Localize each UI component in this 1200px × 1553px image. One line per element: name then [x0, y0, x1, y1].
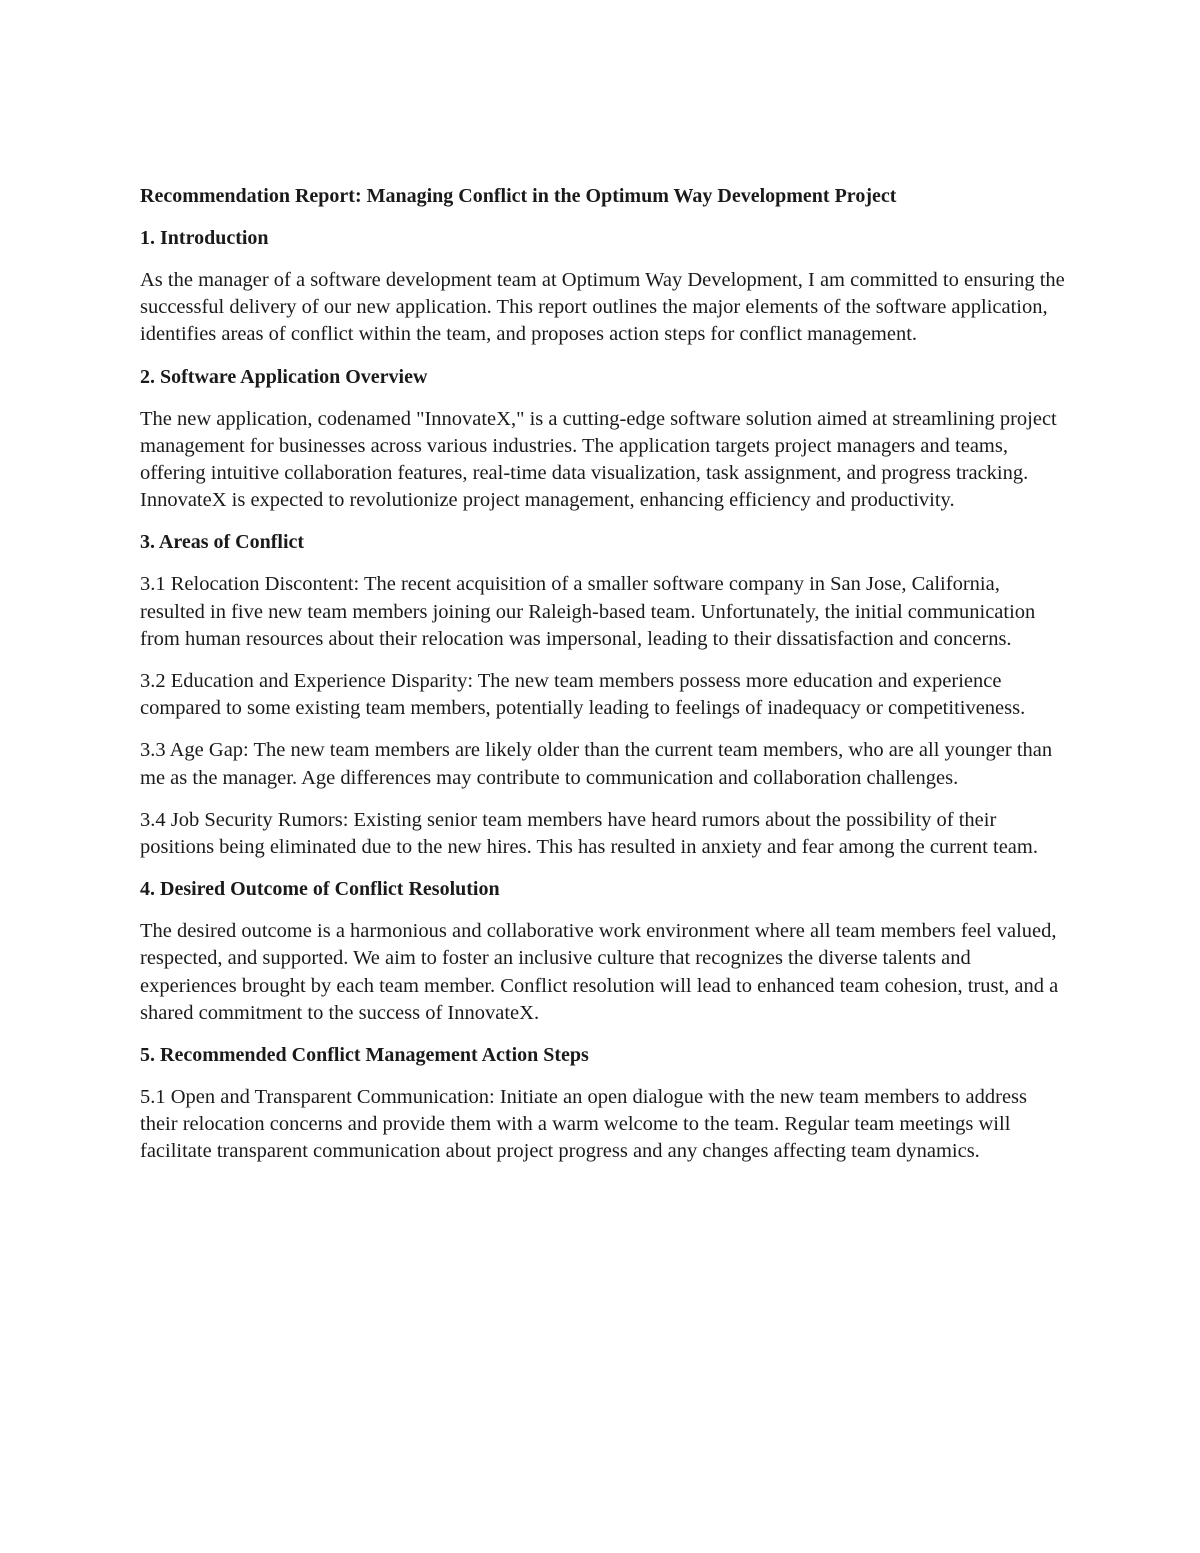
paragraph: 3.2 Education and Experience Disparity: The new team members possess more education and experience compared to some existing team members, potentially leading to feelings of inadequacy or competitiveness. — [140, 670, 1026, 720]
section-desired-outcome — [140, 876, 1065, 1027]
section-software-overview — [140, 364, 1065, 515]
paragraph: 3.1 Relocation Discontent: The recent acquisition of a smaller software company in San Jose, California, resulted in five new team members joining our Raleigh-based team. Unfortunately, the initial communication from human resources about their relocation was impersonal, leading to their dissatisfaction and concerns. — [140, 573, 1036, 650]
document-title: Recommendation Report: Managing Conflict in the Optimum Way Development Project — [140, 185, 897, 207]
section-introduction — [140, 225, 1065, 349]
paragraph: As the manager of a software development team at Optimum Way Development, I am committed to ensuring the successful delivery of our new application. This report outlines the major elements of the software application, identifies areas of conflict within the team, and proposes action steps for conflict management. — [140, 269, 1065, 346]
paragraph: 3.3 Age Gap: The new team members are likely older than the current team members, who are all younger than me as the manager. Age differences may contribute to communication and collaboration challenges. — [140, 739, 1053, 789]
section-heading: 3. Areas of Conflict — [140, 531, 305, 554]
section-heading: 5. Recommended Conflict Management Action Steps — [140, 1044, 589, 1067]
section-areas-of-conflict — [140, 529, 1065, 861]
section-heading: 4. Desired Outcome of Conflict Resolution — [140, 878, 500, 901]
section-action-steps — [140, 1042, 1065, 1166]
paragraph: 3.4 Job Security Rumors: Existing senior team members have heard rumors about the possibility of their positions being eliminated due to the new hires. This has resulted in anxiety and fear among the current team. — [140, 808, 1038, 859]
paragraph: 5.1 Open and Transparent Communication: Initiate an open dialogue with the new team members to address their relocation concerns and provide them with a warm welcome to the team. Regular team meetings will facilitate transparent communication about project progress and any changes affecting team dynamics. — [140, 1086, 1027, 1163]
paragraph: The desired outcome is a harmonious and collaborative work environment where all team members feel valued, respected, and supported. We aim to foster an inclusive culture that recognizes the diverse talents and experiences brought by each team member. Conflict resolution will lead to enhanced team cohesion, trust, and a shared commitment to the success of InnovateX. — [140, 920, 1059, 1024]
section-heading: 2. Software Application Overview — [140, 365, 428, 388]
paragraph: The new application, codenamed "InnovateX," is a cutting-edge software solution aimed at streamlining project management for businesses across various industries. The application targets project managers and teams, offering intuitive collaboration features, real-time data visualization, task assignment, and progress tracking. InnovateX is expected to revolutionize project management, enhancing efficiency and productivity. — [140, 407, 1057, 512]
section-heading: 1. Introduction — [140, 227, 269, 249]
document-page — [140, 183, 1065, 1181]
